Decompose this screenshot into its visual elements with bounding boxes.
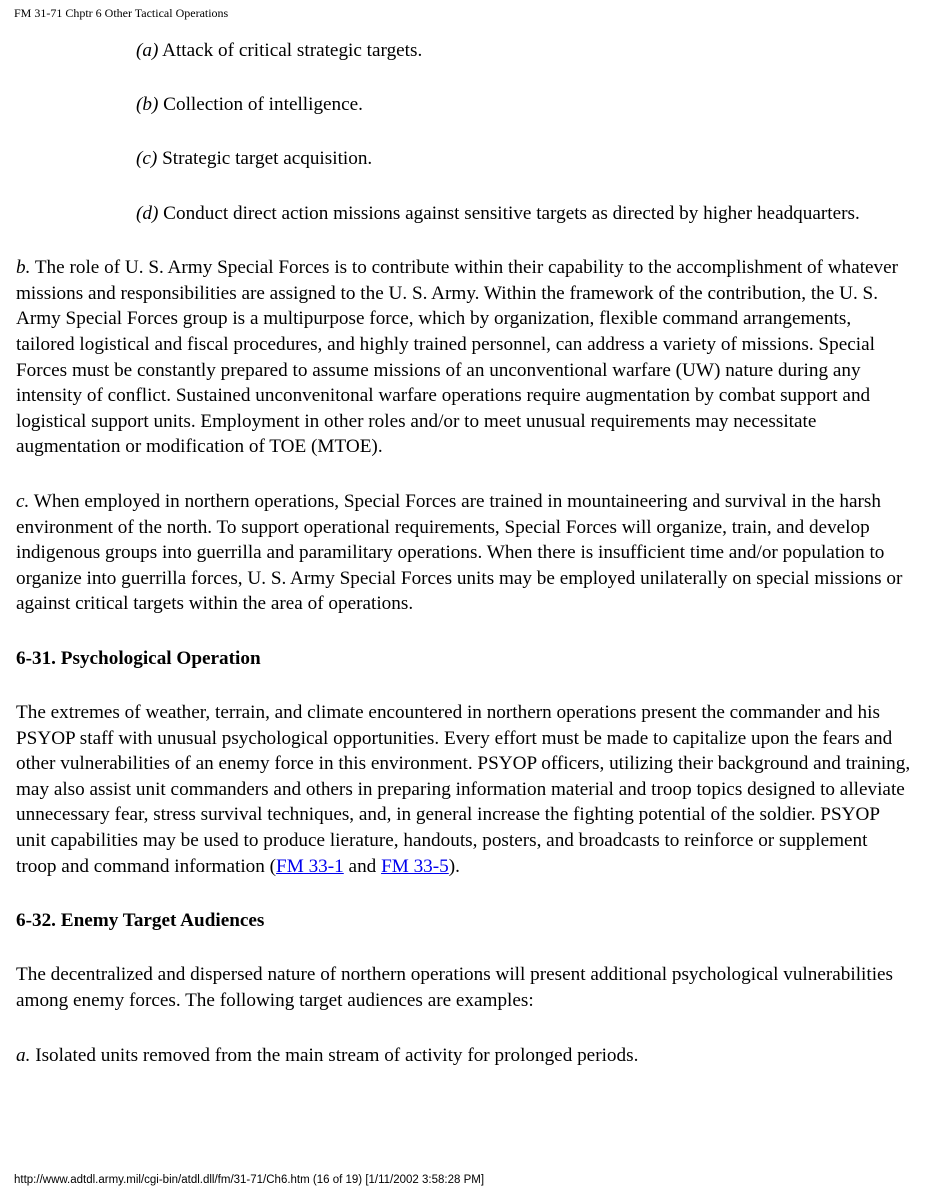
list-text: Strategic target acquisition. — [157, 148, 373, 170]
paragraph-marker: b. — [16, 257, 31, 279]
paragraph-psyop — [16, 700, 912, 879]
list-item-b — [16, 92, 912, 118]
paragraph-target-audiences: The decentralized and dispersed nature of northern operations will present additional psychological vulnerabilities among enemy forces. The following target audiences are examples: — [16, 964, 894, 1011]
paragraph-b — [16, 255, 912, 460]
paragraph-text: Isolated units removed from the main stream of activity for prolonged periods. — [30, 1044, 639, 1066]
link-separator: and — [343, 855, 382, 877]
page-header: FM 31-71 Chptr 6 Other Tactical Operations — [14, 6, 229, 20]
list-text: Attack of critical strategic targets. — [158, 40, 423, 61]
paragraph-item-a — [16, 1043, 912, 1069]
list-marker: (a) — [136, 40, 159, 61]
paragraph-text: When employed in northern operations, Special Forces are trained in mountaineering and survival in the harsh environment of the north. To support operational requirements, Special Forces will organize, train, and develop indigenous groups into guerrilla and paramilitary operations. When there is insufficient time and/or population to organize into guerrilla forces, U. S. Army Special Forces units may be employed unilaterally on special missions or against critical targets within the area of operations. — [16, 490, 903, 615]
list-text: Conduct direct action missions against sensitive targets as directed by higher headquarters. — [158, 202, 860, 224]
paragraph-c — [16, 489, 912, 617]
document-body — [16, 38, 912, 1068]
list-item-a — [16, 38, 912, 64]
paragraph-marker: c. — [16, 490, 30, 512]
list-text: Collection of intelligence. — [158, 94, 363, 116]
list-marker: (c) — [136, 148, 158, 170]
section-heading-6-32: 6-32. Enemy Target Audiences — [16, 910, 265, 932]
list-marker: (b) — [136, 94, 159, 116]
page-footer-url: http://www.adtdl.army.mil/cgi-bin/atdl.dll/fm/31-71/Ch6.htm (16 of 19) [1/11/2002 3:58:28 PM] — [14, 1174, 485, 1186]
link-fm-33-5[interactable]: FM 33-5 — [381, 855, 449, 877]
list-item-d — [16, 201, 912, 227]
paragraph-text: The extremes of weather, terrain, and climate encountered in northern operations present the commander and his PSYOP staff with unusual psychological opportunities. Every effort must be made to capitalize upon the fears and other vulnerabilities of an enemy force in this environment. PSYOP officers, utilizing their background and training, may also assist unit commanders and others in preparing information material and troop topics designed to alleviate unnecessary fear, stress survival techniques, and, in general increase the fighting potential of the soldier. PSYOP unit capabilities may be used to produce lierature, handouts, posters, and broadcasts to reinforce or supplement troop and command information ( — [16, 702, 911, 877]
paragraph-end: ). — [448, 855, 460, 877]
section-heading-6-31: 6-31. Psychological Operation — [16, 647, 261, 669]
paragraph-marker: a. — [16, 1044, 31, 1066]
list-item-c — [16, 146, 912, 172]
paragraph-text: The role of U. S. Army Special Forces is to contribute within their capability to the accomplishment of whatever missions and responsibilities are assigned to the U. S. Army. Within the framework of the contribution, the U. S. Army Special Forces group is a multipurpose force, which by organization, flexible command arrangements, tailored logistical and fiscal procedures, and highly trained personnel, can address a variety of missions. Special Forces must be constantly prepared to assume missions of an unconventional warfare (UW) nature during any intensity of conflict. Sustained unconvenitonal warfare operations require augmentation by combat support and logistical support units. Employment in other roles and/or to meet unusual requirements may necessitate augmentation or modification of TOE (MTOE). — [16, 257, 899, 458]
list-marker: (d) — [136, 202, 159, 224]
link-fm-33-1[interactable]: FM 33-1 — [276, 855, 344, 877]
